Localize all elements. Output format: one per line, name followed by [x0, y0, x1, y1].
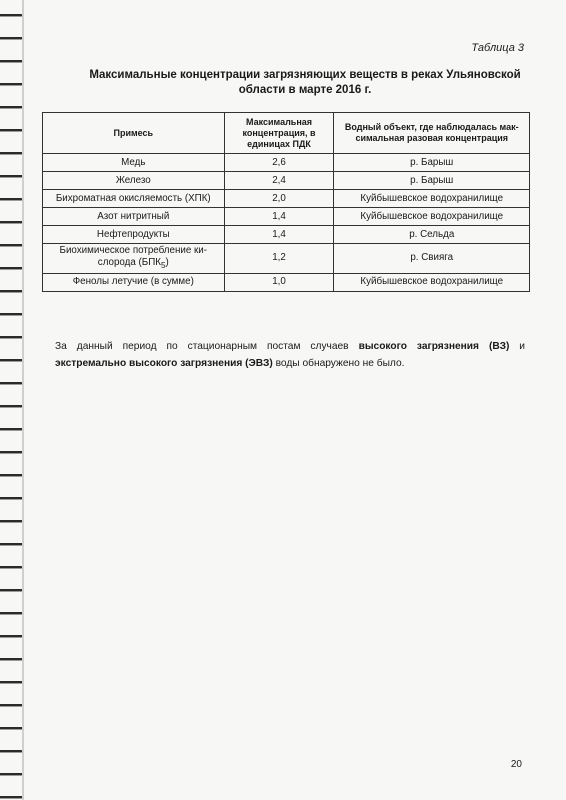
concentration-cell: 2,4: [224, 172, 334, 190]
concentration-cell: 1,4: [224, 226, 334, 244]
water-body-cell: р. Барыш: [334, 172, 530, 190]
table-row: [43, 172, 530, 190]
table-label: Таблица 3: [471, 42, 524, 54]
substance-tail: ): [165, 257, 169, 268]
water-body-cell: р. Барыш: [334, 154, 530, 172]
pollution-table: [42, 112, 530, 292]
concentration-cell: 1,2: [224, 244, 334, 274]
paragraph-text-1: За данный период по стационарным постам случаев: [55, 341, 359, 352]
paragraph-bold-extreme-pollution: экстремально высокого загрязнения (ЭВЗ): [55, 358, 273, 369]
table-row: [43, 154, 530, 172]
header-water-body: Водный объект, где наблюдалась мак-симальная разовая концентрация: [334, 113, 530, 154]
water-body-cell: р. Свияга: [334, 244, 530, 274]
spiral-binding: [0, 0, 24, 800]
page-number: 20: [510, 759, 522, 770]
substance-cell: Железо: [43, 172, 225, 190]
water-body-cell: Куйбышевское водохранилище: [334, 273, 530, 291]
concentration-cell: 2,6: [224, 154, 334, 172]
summary-paragraph: [55, 338, 525, 372]
table-row: [43, 244, 530, 274]
substance-cell: Нефтепродукты: [43, 226, 225, 244]
substance-text: Биохимическое потребление ки-слорода (БПК: [59, 245, 208, 268]
substance-cell: Фенолы летучие (в сумме): [43, 273, 225, 291]
substance-cell: Бихроматная окисляемость (ХПК): [43, 190, 225, 208]
table-row: [43, 190, 530, 208]
document-title: Максимальные концентрации загрязняющих веществ в реках Ульяновской области в марте 2016 г.: [89, 69, 521, 96]
concentration-cell: 1,0: [224, 273, 334, 291]
substance-cell: Медь: [43, 154, 225, 172]
substance-subscript: 5: [160, 260, 166, 270]
table-row: [43, 273, 530, 291]
substance-cell: Азот нитритный: [43, 208, 225, 226]
header-substance: Примесь: [43, 113, 225, 154]
paragraph-text-3: воды обнаружено не было.: [272, 358, 405, 369]
concentration-cell: 2,0: [224, 190, 334, 208]
paragraph-bold-high-pollution: высокого загрязнения (ВЗ): [358, 341, 510, 352]
table-row: [43, 208, 530, 226]
table-row: [43, 226, 530, 244]
water-body-cell: Куйбышевское водохранилище: [334, 190, 530, 208]
paragraph-text-2: и: [509, 341, 525, 352]
substance-cell: [43, 244, 225, 274]
water-body-cell: Куйбышевское водохранилище: [334, 208, 530, 226]
water-body-cell: р. Сельда: [334, 226, 530, 244]
concentration-cell: 1,4: [224, 208, 334, 226]
table-header-row: [43, 113, 530, 154]
header-max-concentration: Максимальная концентрация, в единицах ПДК: [224, 113, 334, 154]
